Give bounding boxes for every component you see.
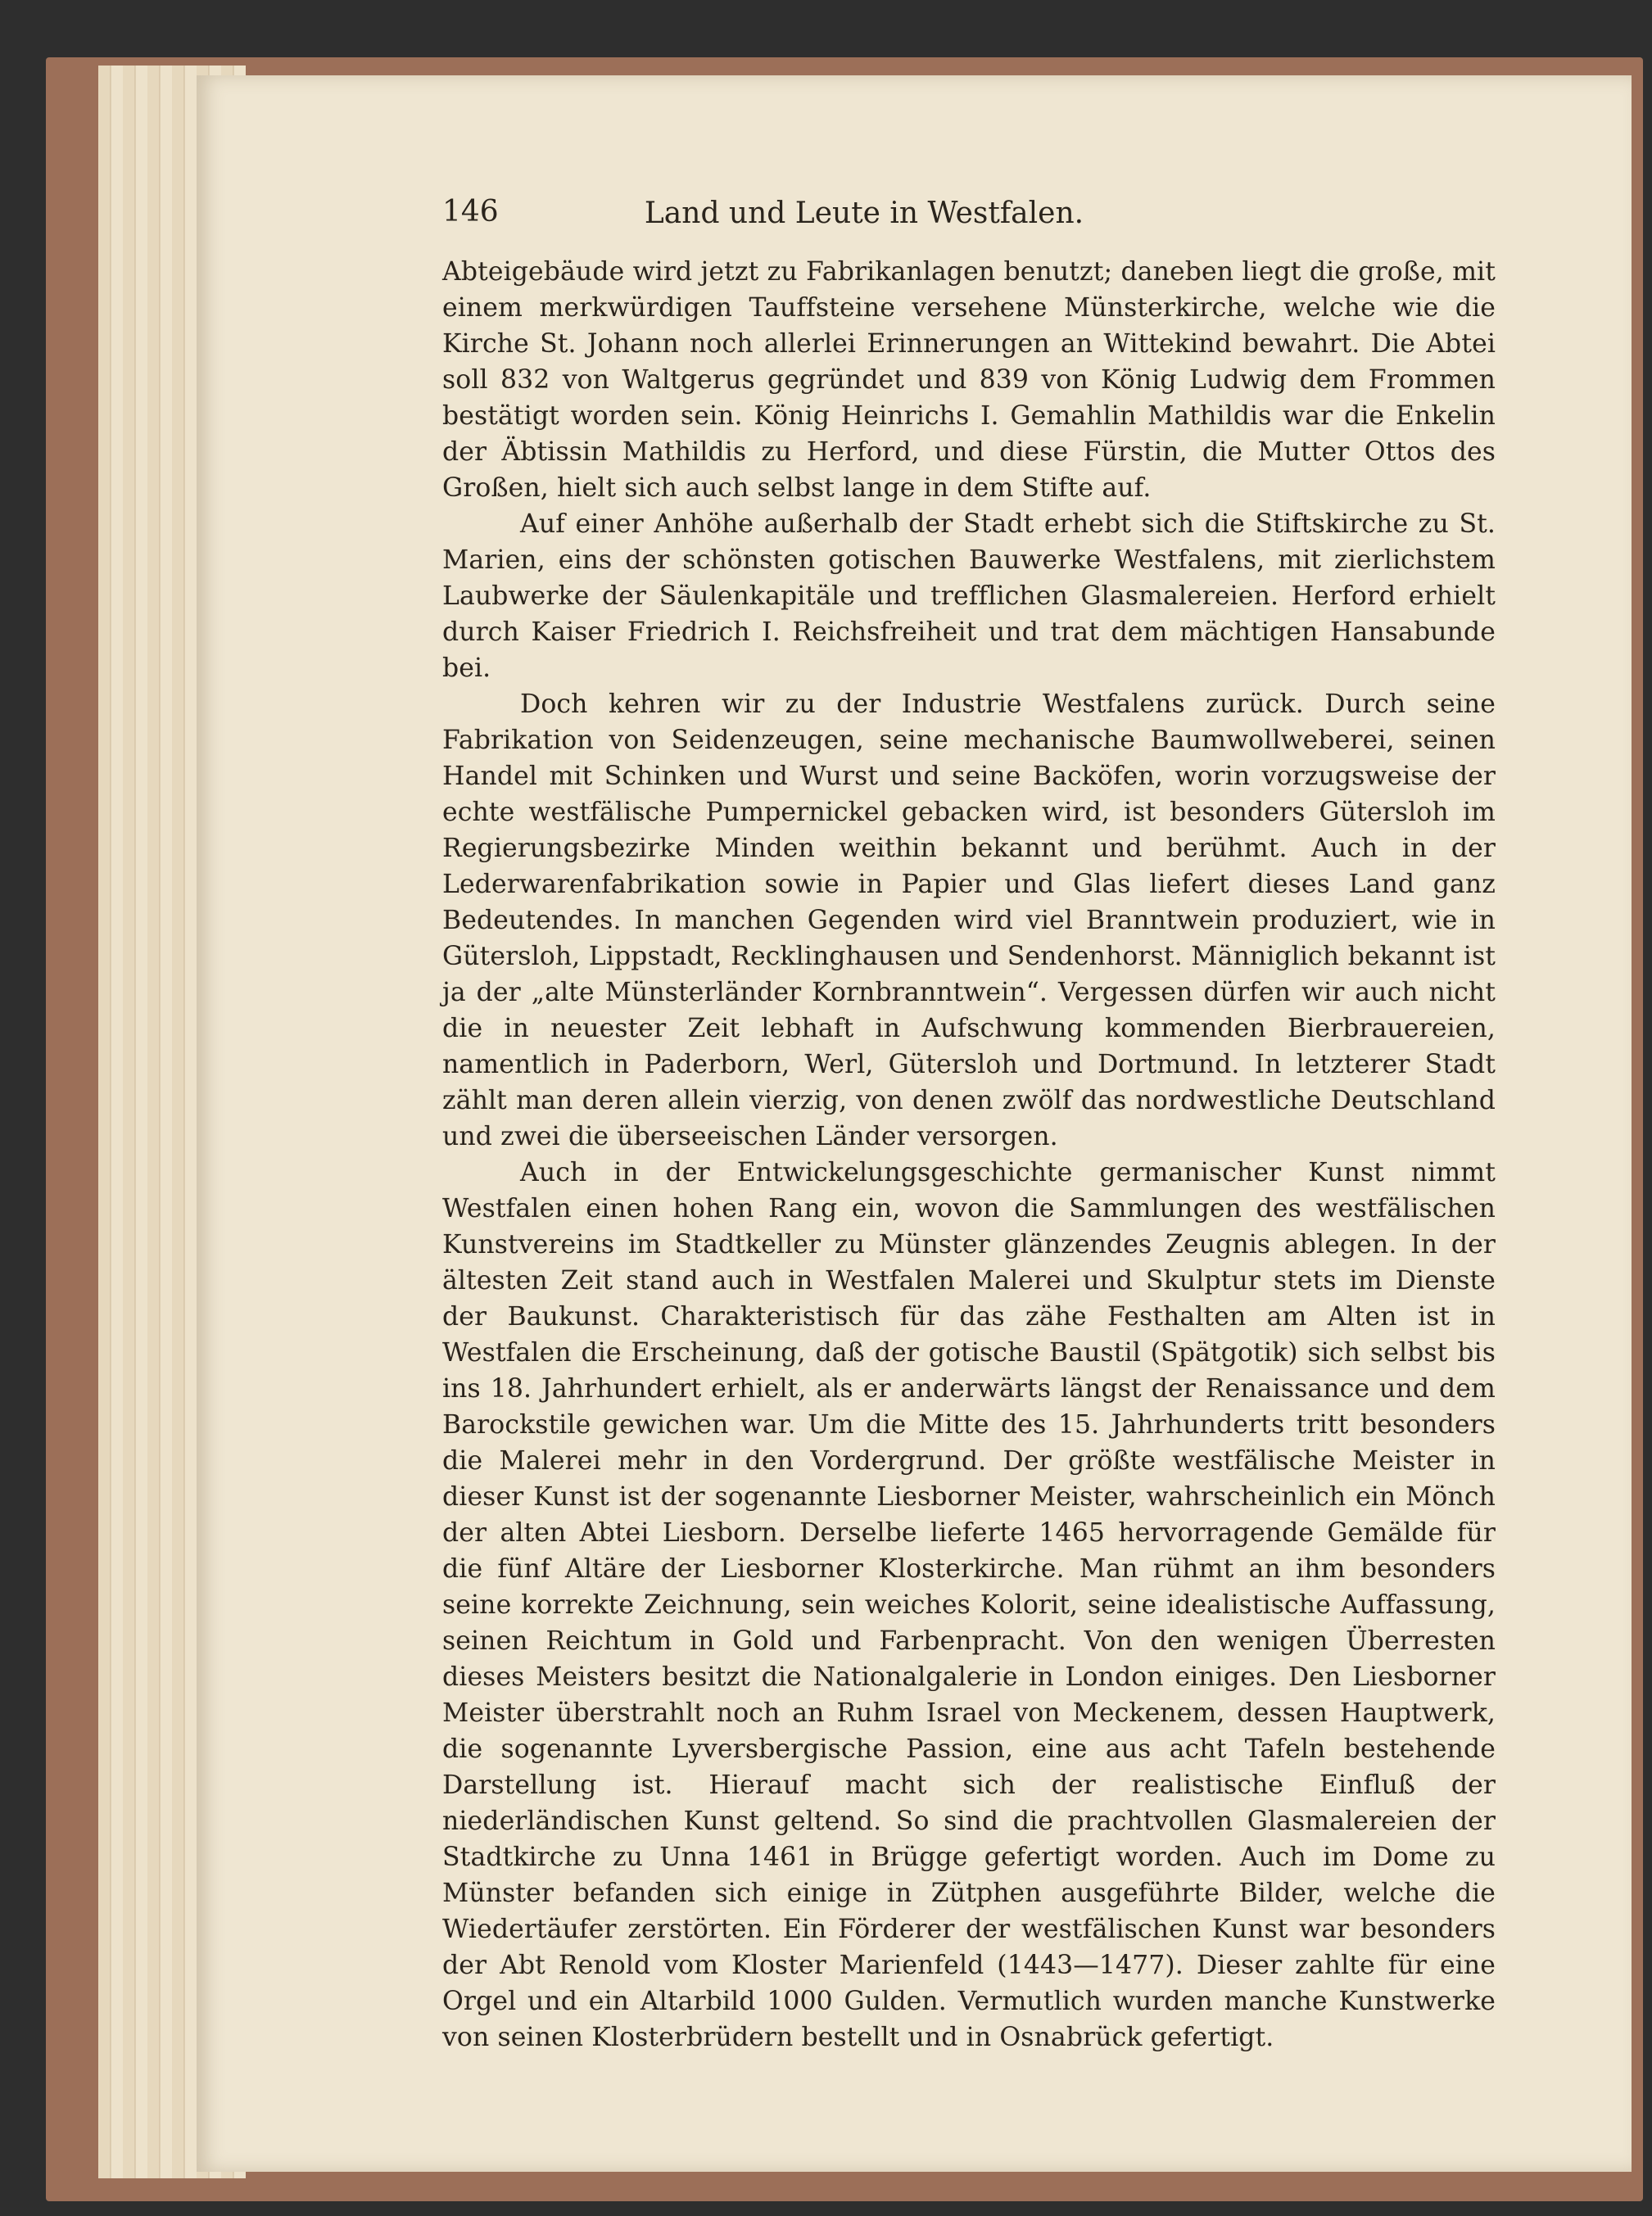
paragraph: Doch kehren wir zu der Industrie Westfalens zurück. Durch seine Fabrikation von Seidenzeugen, seine mechanische Baumwollweberei, seinen Handel mit Schinken und Wurst und seine Backöfen, worin vorzugsweise der echte westfälische Pumpernickel gebacken wird, ist besonders Gütersloh im Regierungsbezirke Minden weithin bekannt und berühmt. Auch in der Lederwarenfabrikation sowie in Papier und Glas liefert dieses Land ganz Bedeutendes. In manchen Gegenden wird viel Branntwein produziert, wie in Gütersloh, Lippstadt, Recklinghausen und Sendenhorst. Männiglich bekannt ist ja der „alte Münsterländer Kornbranntwein“. Vergessen dürfen wir auch nicht die in neuester Zeit lebhaft in Aufschwung kommenden Bierbrauereien, namentlich in Paderborn, Werl, Gütersloh und Dortmund. In letzterer Stadt zählt man deren allein vierzig, von denen zwölf das nordwestliche Deutschland und zwei die überseeischen Länder versorgen. [442, 690, 1496, 1151]
running-head [246, 195, 1482, 244]
running-title: Land und Leute in Westfalen. [644, 197, 1084, 230]
paragraph: Abteigebäude wird jetzt zu Fabrikanlagen benutzt; daneben liegt die große, mit einem merkwürdigen Tauffsteine versehene Münsterkirche, welche wie die Kirche St. Johann noch allerlei Erinnerungen an Wittekind bewahrt. Die Abtei soll 832 von Waltgerus gegründet und 839 von König Ludwig dem Frommen bestätigt worden sein. König Heinrichs I. Gemahlin Mathildis war die Enkelin der Äbtissin Mathildis zu Herford, und diese Fürstin, die Mutter Ottos des Großen, hielt sich auch selbst lange in dem Stifte auf. [442, 257, 1496, 503]
page-number: 146 [442, 195, 499, 228]
body-text [442, 254, 1496, 2055]
paragraph: Auch in der Entwickelungsgeschichte germanischer Kunst nimmt Westfalen einen hohen Rang ein, wovon die Sammlungen des westfälischen Kunstvereins im Stadtkeller zu Münster glänzendes Zeugnis ablegen. In der ältesten Zeit stand auch in Westfalen Malerei und Skulptur stets im Dienste der Baukunst. Charakteristisch für das zähe Festhalten am Alten ist in Westfalen die Erscheinung, daß der gotische Baustil (Spätgotik) sich selbst bis ins 18. Jahrhundert erhielt, als er anderwärts längst der Renaissance und dem Barockstile gewichen war. Um die Mitte des 15. Jahrhunderts tritt besonders die Malerei mehr in den Vordergrund. Der größte westfälische Meister in dieser Kunst ist der sogenannte Liesborner Meister, wahrscheinlich ein Mönch der alten Abtei Liesborn. Derselbe lieferte 1465 hervorragende Gemälde für die fünf Altäre der Liesborner Klosterkirche. Man rühmt an ihm besonders seine korrekte Zeichnung, sein weiches Kolorit, seine idealistische Auffassung, seinen Reichtum in Gold und Farbenpracht. Von den wenigen Überresten dieses Meisters besitzt die Nationalgalerie in London einiges. Den Liesborner Meister überstrahlt noch an Ruhm Israel von Meckenem, dessen Hauptwerk, die sogenannte Lyversbergische Passion, eine aus acht Tafeln bestehende Darstellung ist. Hierauf macht sich der realistische Einfluß der niederländischen Kunst geltend. So sind die prachtvollen Glasmalereien der Stadtkirche zu Unna 1461 in Brügge gefertigt worden. Auch im Dome zu Münster befanden sich einige in Zütphen ausgeführte Bilder, welche die Wiedertäufer zerstörten. Ein Förderer der westfälischen Kunst war besonders der Abt Renold vom Kloster Marienfeld (1443—1477). Dieser zahlte für eine Orgel und ein Altarbild 1000 Gulden. Vermutlich wurden manche Kunstwerke von seinen Klosterbrüdern bestellt und in Osnabrück gefertigt. [442, 1158, 1496, 2052]
paragraph: Auf einer Anhöhe außerhalb der Stadt erhebt sich die Stiftskirche zu St. Marien, eins der schönsten gotischen Bauwerke Westfalens, mit zierlichstem Laubwerke der Säulenkapitäle und trefflichen Glasmalereien. Herford erhielt durch Kaiser Friedrich I. Reichsfreiheit und trat dem mächtigen Hansabunde bei. [442, 509, 1496, 683]
